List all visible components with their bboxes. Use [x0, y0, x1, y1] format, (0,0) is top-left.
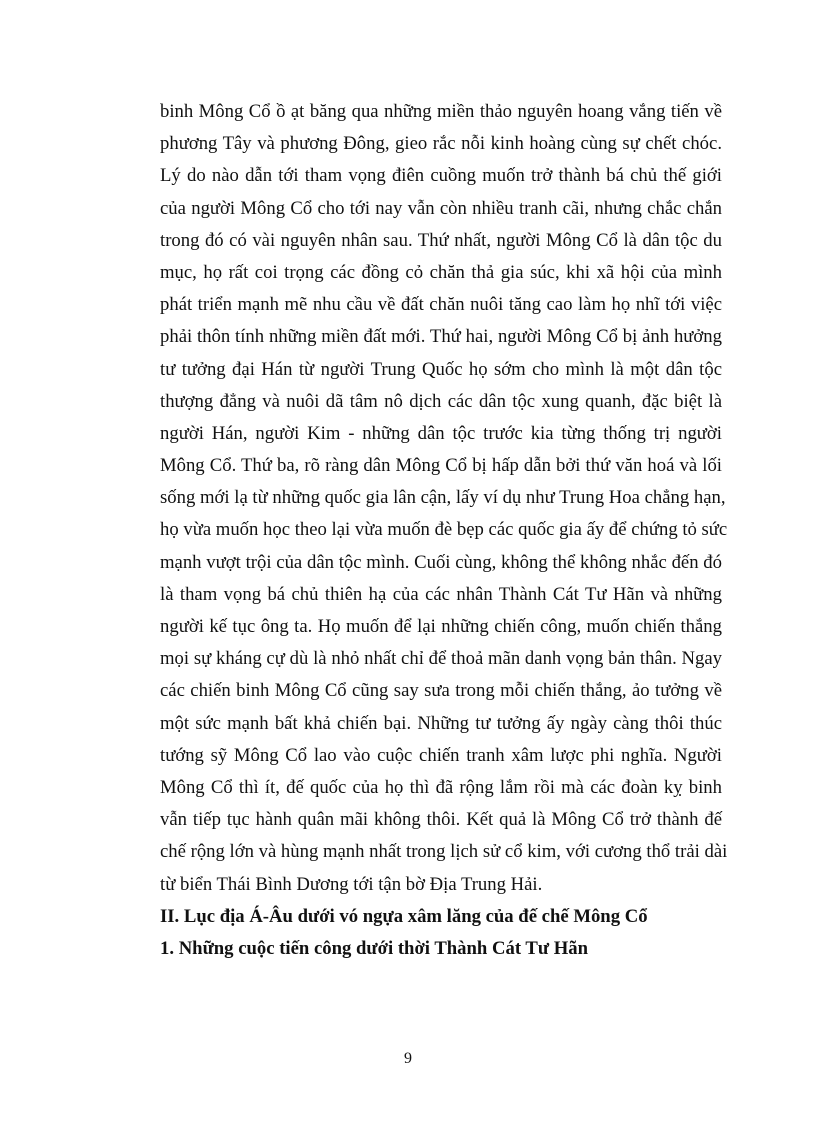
- paragraph-line: phương Tây và phương Đông, gieo rắc nỗi kinh hoàng cùng sự chết chóc.: [160, 133, 722, 155]
- paragraph-line: tướng sỹ Mông Cổ lao vào cuộc chiến tranh xâm lược phi nghĩa. Người: [160, 744, 722, 766]
- paragraph-line: người Hán, người Kim - những dân tộc trước kia từng thống trị người: [160, 422, 722, 444]
- page-number: 9: [404, 1050, 412, 1067]
- paragraph-line: các chiến binh Mông Cổ cũng say sưa trong mỗi chiến thắng, ảo tưởng về: [160, 680, 722, 702]
- paragraph-line: Mông Cổ. Thứ ba, rõ ràng dân Mông Cổ bị hấp dẫn bởi thứ văn hoá và lối: [160, 455, 722, 477]
- paragraph-line: người kế tục ông ta. Họ muốn để lại những chiến công, muốn chiến thắng: [160, 616, 722, 637]
- paragraph-line: một sức mạnh bất khả chiến bại. Những tư tưởng ấy ngày càng thôi thúc: [160, 712, 722, 734]
- paragraph-line: Mông Cổ thì ít, đế quốc của họ thì đã rộng lắm rồi mà các đoàn kỵ binh: [160, 776, 722, 798]
- paragraph-line: Lý do nào dẫn tới tham vọng điên cuồng muốn trở thành bá chủ thế giới: [160, 165, 722, 187]
- paragraph-line: họ vừa muốn học theo lại vừa muốn đè bẹp các quốc gia ấy để chứng tỏ sức: [160, 519, 728, 541]
- paragraph-line: thượng đẳng và nuôi dã tâm nô dịch các dân tộc xung quanh, đặc biệt là: [160, 390, 722, 412]
- paragraph-line: mục, họ rất coi trọng các đồng cỏ chăn thả gia súc, khi xã hội của mình: [160, 261, 722, 283]
- paragraph-line: tư tưởng đại Hán từ người Trung Quốc họ sớm cho mình là một dân tộc: [160, 358, 722, 380]
- paragraph-line: phát triển mạnh mẽ nhu cầu về đất chăn nuôi tăng cao làm họ nhĩ tới việc: [160, 294, 722, 316]
- paragraph-line: chế rộng lớn và hùng mạnh nhất trong lịch sử cổ kim, với cương thổ trải dài: [160, 841, 728, 863]
- paragraph-line: trong đó có vài nguyên nhân sau. Thứ nhất, người Mông Cổ là dân tộc du: [160, 229, 722, 251]
- body-text: [160, 96, 728, 965]
- paragraph-line: binh Mông Cổ ồ ạt băng qua những miền thảo nguyên hoang vắng tiến về: [160, 101, 722, 122]
- subsection-heading: 1. Những cuộc tiến công dưới thời Thành Cát Tư Hãn: [160, 937, 589, 959]
- paragraph-line: từ biển Thái Bình Dương tới tận bờ Địa Trung Hải.: [160, 873, 543, 895]
- paragraph-line: mạnh vượt trội của dân tộc mình. Cuối cùng, không thể không nhắc đến đó: [160, 551, 722, 573]
- paragraph-line: phải thôn tính những miền đất mới. Thứ hai, người Mông Cổ bị ảnh hưởng: [160, 326, 722, 348]
- section-heading: II. Lục địa Á-Âu dưới vó ngựa xâm lăng của đế chế Mông Cổ: [160, 905, 648, 927]
- paragraph-line: của người Mông Cổ cho tới nay vẫn còn nhiều tranh cãi, nhưng chắc chắn: [160, 197, 722, 219]
- paragraph-line: vẫn tiếp tục hành quân mãi không thôi. Kết quả là Mông Cổ trở thành đế: [160, 809, 722, 831]
- paragraph-line: sống mới lạ từ những quốc gia lân cận, lấy ví dụ như Trung Hoa chẳng hạn,: [160, 487, 726, 509]
- paragraph-line: là tham vọng bá chủ thiên hạ của các nhân Thành Cát Tư Hãn và những: [160, 583, 722, 605]
- paragraph-line: mọi sự kháng cự dù là nhỏ nhất chỉ để thoả mãn danh vọng bản thân. Ngay: [160, 648, 722, 670]
